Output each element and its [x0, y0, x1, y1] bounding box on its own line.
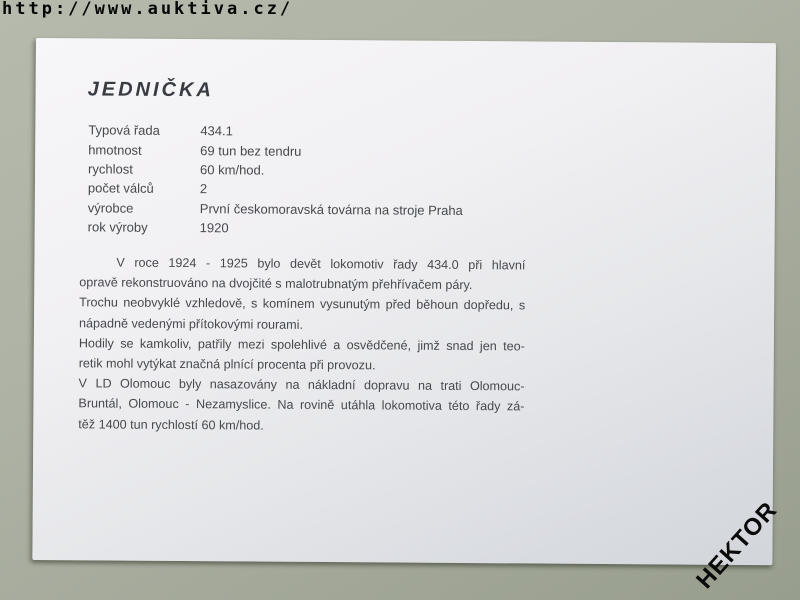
- paragraph-line: V roce 1924 - 1925 bylo devět lokomotiv řady 434.0 při hlavní: [116, 255, 526, 273]
- spec-value: 60 km/hod.: [200, 162, 265, 178]
- paragraph: [78, 374, 524, 438]
- spec-label: počet válců: [87, 180, 154, 197]
- paragraph-line: Bruntál, Olomouc - Nezamyslice. Na rovině utáhla lokomotiva této řady zá-: [78, 396, 525, 414]
- paragraph-line: nápadně vedenými přítokovými rourami.: [78, 315, 304, 332]
- spec-label: hmotnost: [88, 141, 142, 158]
- hektor-seller-watermark: HEKTOR: [691, 496, 783, 595]
- spec-row: [88, 217, 688, 241]
- spec-label: Typová řada: [88, 122, 160, 139]
- paragraph: [79, 333, 525, 377]
- spec-value: 1920: [199, 220, 229, 236]
- spec-value: 434.1: [200, 123, 233, 139]
- spec-label: výrobce: [87, 200, 134, 216]
- paragraph: [79, 252, 525, 296]
- paragraph-line: těž 1400 tun rychlostí 60 km/hod.: [78, 416, 264, 433]
- auktiva-url-watermark: http://www.auktiva.cz/: [2, 0, 294, 19]
- spec-value: 69 tun bez tendru: [200, 142, 302, 159]
- spec-label: rok výroby: [87, 219, 148, 235]
- paragraph-line: Trochu neobvyklé vzhledově, s komínem vysunutým před běhoun dopředu, s: [79, 295, 526, 313]
- spec-value: První českomoravská továrna na stroje Praha: [199, 200, 463, 218]
- paragraph-line: Hodily se kamkoliv, patřily mezi spolehlivé a osvědčené, jimž snad jen teo-: [78, 336, 525, 354]
- locomotive-info-card: [32, 38, 776, 565]
- paragraph-line: V LD Olomouc byly nasazovány na nákladní dopravu na trati Olomouc-: [78, 376, 525, 394]
- specs-table: [88, 120, 689, 241]
- paragraph-line: opravě rekonstruováno na dvojčité s malotrubnatým přehřívačem páry.: [79, 275, 473, 293]
- paragraph: [79, 293, 525, 337]
- description-paragraphs: [78, 252, 525, 437]
- spec-label: rychlost: [88, 161, 133, 177]
- paragraph-line: retik mohl vytýkat značná plnící procenta při provozu.: [78, 356, 376, 373]
- spec-value: 2: [199, 181, 208, 197]
- card-title: JEDNIČKA: [87, 78, 214, 102]
